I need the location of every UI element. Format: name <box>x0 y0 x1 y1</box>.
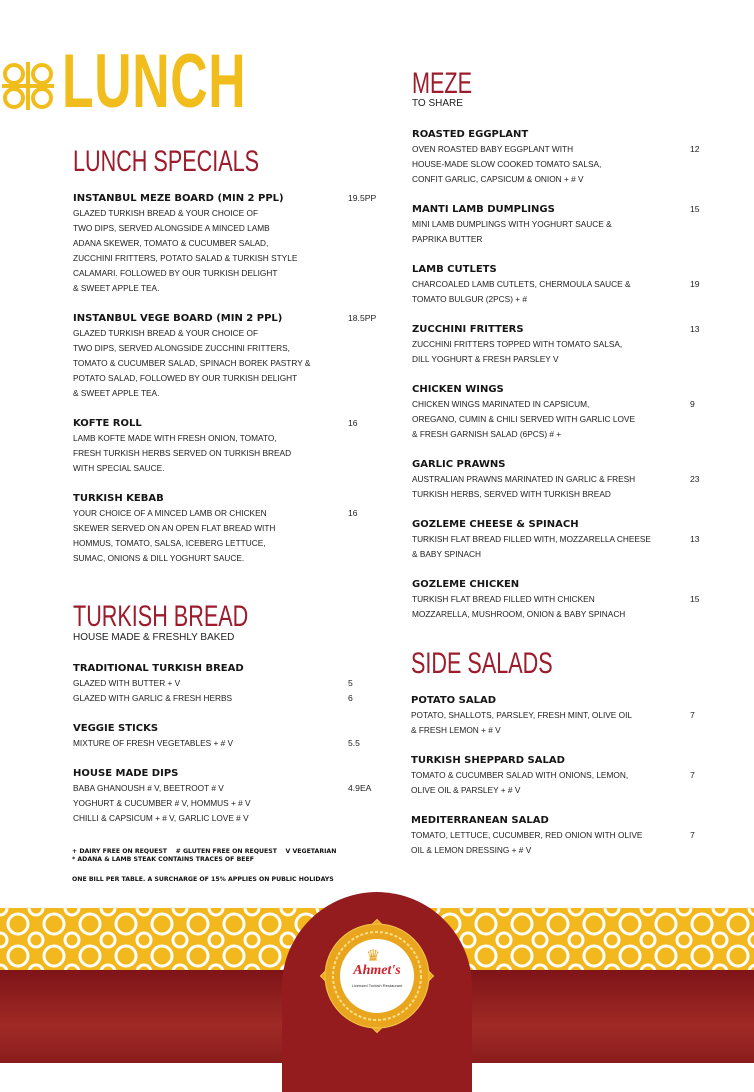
item-name <box>412 382 730 397</box>
item-description-line-text: MINI LAMB DUMPLINGS WITH YOGHURT SAUCE & <box>412 219 612 229</box>
item-description-line-text: TWO DIPS, SERVED ALONGSIDE ZUCCHINI FRITTERS, <box>73 343 290 353</box>
item-name-text: MEDITERRANEAN SALAD <box>411 815 549 826</box>
item-description-line-text: TWO DIPS, SERVED ALONGSIDE A MINCED LAMB <box>73 223 270 233</box>
item-description-line <box>73 326 388 341</box>
item-description-line-text: TOMATO, LETTUCE, CUCUMBER, RED ONION WITH OLIVE <box>411 830 643 840</box>
item-description-line-text: GLAZED TURKISH BREAD & YOUR CHOICE OF <box>73 328 259 338</box>
item-description-line-text: CHILLI & CAPSICUM + # V, GARLIC LOVE # V <box>73 813 249 823</box>
menu-item <box>412 202 730 247</box>
item-description-line <box>411 723 730 738</box>
item-description-line <box>412 487 730 502</box>
item-price: 19 <box>690 279 700 289</box>
item-description-line <box>412 337 730 352</box>
item-description-line-text: POTATO SALAD, FOLLOWED BY OUR TURKISH DELIGHT <box>73 373 298 383</box>
menu-item <box>412 322 730 367</box>
item-description-line-text: CALAMARI. FOLLOWED BY OUR TURKISH DELIGHT <box>73 268 278 278</box>
logo-tagline: Licensed Turkish Restaurant <box>351 983 403 988</box>
item-name <box>412 262 730 277</box>
item-description-line-text: OIL & LEMON DRESSING + # V <box>411 845 532 855</box>
menu-item <box>73 766 388 826</box>
menu-item <box>73 661 388 706</box>
item-description-line <box>73 691 388 706</box>
item-description-line <box>412 352 730 367</box>
item-description-line-text: & FRESH LEMON + # V <box>411 725 501 735</box>
item-description-line <box>412 412 730 427</box>
item-description-line-text: ZUCCHINI FRITTERS TOPPED WITH TOMATO SALSA, <box>412 339 623 349</box>
item-description-line-text: MOZZARELLA, MUSHROOM, ONION & BABY SPINACH <box>412 609 626 619</box>
item-name <box>73 311 388 326</box>
item-name <box>412 202 730 217</box>
item-description-line <box>73 811 388 826</box>
item-name <box>73 491 388 506</box>
item-name-text: VEGGIE STICKS <box>73 723 159 734</box>
surcharge-note: ONE BILL PER TABLE. A SURCHARGE OF 15% APPLIES ON PUBLIC HOLIDAYS <box>72 876 334 883</box>
item-description-line-text: YOGHURT & CUCUMBER # V, HOMMUS + # V <box>73 798 251 808</box>
menu-item <box>73 311 388 401</box>
item-description-line <box>411 783 730 798</box>
item-description-line-text: GLAZED TURKISH BREAD & YOUR CHOICE OF <box>73 208 259 218</box>
item-description-line-text: ZUCCHINI FRITTERS, POTATO SALAD & TURKISH STYLE <box>73 253 298 263</box>
item-description-line <box>412 217 730 232</box>
item-description-line <box>73 356 388 371</box>
item-price: 13 <box>690 324 700 334</box>
ornament-icon <box>0 60 56 112</box>
item-description-line-text: OLIVE OIL & PARSLEY + # V <box>411 785 521 795</box>
item-name <box>73 766 388 781</box>
item-description-line-text: TURKISH HERBS, SERVED WITH TURKISH BREAD <box>412 489 611 499</box>
item-name <box>73 721 388 736</box>
item-description-line-text: & FRESH GARNISH SALAD (6PCS) # + <box>412 429 562 439</box>
item-price: 5.5 <box>348 738 360 748</box>
item-price: 5 <box>348 678 353 688</box>
menu-item <box>411 753 730 798</box>
item-description-line <box>73 341 388 356</box>
item-description-line <box>412 142 730 157</box>
item-description-line <box>73 676 388 691</box>
item-description-line <box>73 236 388 251</box>
menu-item <box>412 262 730 307</box>
item-name-text: HOUSE MADE DIPS <box>73 768 179 779</box>
item-description-line <box>412 157 730 172</box>
logo-name: Ahmet's <box>353 963 401 978</box>
item-name-text: GOZLEME CHEESE & SPINACH <box>412 519 579 530</box>
item-price: 18.5PP <box>348 313 377 323</box>
item-name-text: INSTANBUL MEZE BOARD (MIN 2 PPL) <box>73 193 284 204</box>
menu-item <box>411 693 730 738</box>
item-description-line <box>412 607 730 622</box>
item-description-line <box>73 536 388 551</box>
item-name-text: GOZLEME CHICKEN <box>412 579 520 590</box>
item-description-line <box>411 708 730 723</box>
item-name-text: ROASTED EGGPLANT <box>412 129 529 140</box>
item-description-line <box>73 521 388 536</box>
meze-heading: MEZE <box>412 67 473 100</box>
item-description-line <box>73 386 388 401</box>
item-name-text: TRADITIONAL TURKISH BREAD <box>73 663 244 674</box>
page-title: LUNCH <box>62 39 247 124</box>
item-name-text: TURKISH KEBAB <box>73 493 164 504</box>
item-description-line-text: WITH SPECIAL SAUCE. <box>73 463 165 473</box>
item-description-line <box>73 736 388 751</box>
item-description-line-text: AUSTRALIAN PRAWNS MARINATED IN GARLIC & FRESH <box>412 474 636 484</box>
menu-item <box>412 517 730 562</box>
item-description-line <box>73 446 388 461</box>
item-name <box>73 416 388 431</box>
item-name <box>73 661 388 676</box>
turkish-bread-subheading: HOUSE MADE & FRESHLY BAKED <box>73 632 235 643</box>
item-description-line <box>412 232 730 247</box>
item-description-line-text: HOMMUS, TOMATO, SALSA, ICEBERG LETTUCE, <box>73 538 266 548</box>
item-description-line <box>73 431 388 446</box>
item-price: 16 <box>348 418 358 428</box>
menu-item <box>412 457 730 502</box>
item-name <box>411 693 730 708</box>
item-name-text: LAMB CUTLETS <box>412 264 497 275</box>
item-description-line-text: PAPRIKA BUTTER <box>412 234 483 244</box>
item-description-line <box>73 371 388 386</box>
item-price: 7 <box>690 710 695 720</box>
item-price: 19.5PP <box>348 193 377 203</box>
item-name-text: KOFTE ROLL <box>73 418 142 429</box>
item-description-line <box>412 292 730 307</box>
menu-item <box>411 813 730 858</box>
item-price: 15 <box>690 594 700 604</box>
menu-item <box>73 191 388 296</box>
item-description-line-text: OREGANO, CUMIN & CHILI SERVED WITH GARLIC LOVE <box>412 414 635 424</box>
item-price: 12 <box>690 144 700 154</box>
item-description-line-text: ADANA SKEWER, TOMATO & CUCUMBER SALAD, <box>73 238 269 248</box>
item-description-line <box>73 281 388 296</box>
item-description-line-text: SKEWER SERVED ON AN OPEN FLAT BREAD WITH <box>73 523 276 533</box>
menu-item <box>412 127 730 187</box>
lunch-specials-heading: LUNCH SPECIALS <box>73 145 260 178</box>
item-name-text: POTATO SALAD <box>411 695 496 706</box>
menu-item <box>73 721 388 751</box>
item-description-line <box>411 843 730 858</box>
item-description-line-text: SUMAC, ONIONS & DILL YOGHURT SAUCE. <box>73 553 245 563</box>
item-name-text: GARLIC PRAWNS <box>412 459 506 470</box>
item-description-line-text: DILL YOGHURT & FRESH PARSLEY V <box>412 354 559 364</box>
item-description-line-text: TURKISH FLAT BREAD FILLED WITH CHICKEN <box>412 594 595 604</box>
item-description-line <box>411 768 730 783</box>
item-name <box>412 577 730 592</box>
crown-icon: ♛ <box>366 948 381 965</box>
item-description-line-text: POTATO, SHALLOTS, PARSLEY, FRESH MINT, OLIVE OIL <box>411 710 633 720</box>
item-description-line <box>412 592 730 607</box>
item-description-line-text: GLAZED WITH BUTTER + V <box>73 678 181 688</box>
item-description-line <box>412 172 730 187</box>
item-price: 13 <box>690 534 700 544</box>
menu-item <box>412 577 730 622</box>
item-name <box>412 322 730 337</box>
item-description-line <box>73 266 388 281</box>
item-description-line-text: TURKISH FLAT BREAD FILLED WITH, MOZZARELLA CHEESE <box>412 534 651 544</box>
item-name-text: INSTANBUL VEGE BOARD (MIN 2 PPL) <box>73 313 283 324</box>
item-name-text: CHICKEN WINGS <box>412 384 504 395</box>
beef-note: * ADANA & LAMB STEAK CONTAINS TRACES OF BEEF <box>72 856 254 863</box>
item-description-line <box>73 206 388 221</box>
item-description-line <box>412 547 730 562</box>
side-salads-heading: SIDE SALADS <box>411 647 553 680</box>
item-description-line <box>412 397 730 412</box>
item-description-line-text: OVEN ROASTED BABY EGGPLANT WITH <box>412 144 574 154</box>
item-name <box>412 127 730 142</box>
item-price: 23 <box>690 474 700 484</box>
item-description-line <box>73 461 388 476</box>
item-description-line-text: & SWEET APPLE TEA. <box>73 388 160 398</box>
item-price: 16 <box>348 508 358 518</box>
item-description-line-text: CHARCOALED LAMB CUTLETS, CHERMOULA SAUCE & <box>412 279 631 289</box>
item-name <box>411 753 730 768</box>
dietary-legend: + DAIRY FREE ON REQUEST # GLUTEN FREE ON REQUEST V VEGETARIAN <box>72 848 337 855</box>
item-price: 9 <box>690 399 695 409</box>
item-description-line <box>73 551 388 566</box>
item-description-line-text: & BABY SPINACH <box>412 549 482 559</box>
item-description-line <box>412 472 730 487</box>
item-description-line <box>411 828 730 843</box>
meze-subheading: TO SHARE <box>412 98 463 109</box>
item-description-line <box>73 796 388 811</box>
item-description-line-text: GLAZED WITH GARLIC & FRESH HERBS <box>73 693 233 703</box>
item-name-text: MANTI LAMB DUMPLINGS <box>412 204 555 215</box>
item-price: 6 <box>348 693 353 703</box>
item-price: 7 <box>690 770 695 780</box>
turkish-bread-heading: TURKISH BREAD <box>73 600 249 633</box>
item-description-line-text: MIXTURE OF FRESH VEGETABLES + # V <box>73 738 234 748</box>
item-description-line <box>73 251 388 266</box>
item-name-text: ZUCCHINI FRITTERS <box>412 324 524 335</box>
item-description-line-text: LAMB KOFTE MADE WITH FRESH ONION, TOMATO, <box>73 433 277 443</box>
item-name <box>73 191 388 206</box>
item-description-line <box>412 277 730 292</box>
menu-item <box>73 416 388 476</box>
item-price: 7 <box>690 830 695 840</box>
item-description-line <box>412 427 730 442</box>
item-description-line-text: TOMATO & CUCUMBER SALAD, SPINACH BOREK PASTRY & <box>73 358 311 368</box>
item-description-line-text: CHICKEN WINGS MARINATED IN CAPSICUM, <box>412 399 590 409</box>
item-description-line-text: CONFIT GARLIC, CAPSICUM & ONION + # V <box>412 174 584 184</box>
item-description-line-text: TOMATO BULGUR (2PCS) + # <box>412 294 528 304</box>
menu-item <box>73 491 388 566</box>
item-price: 15 <box>690 204 700 214</box>
item-name <box>412 457 730 472</box>
item-description-line-text: HOUSE-MADE SLOW COOKED TOMATO SALSA, <box>412 159 602 169</box>
item-name-text: TURKISH SHEPPARD SALAD <box>411 755 565 766</box>
item-description-line <box>412 532 730 547</box>
item-price: 4.9EA <box>348 783 372 793</box>
item-description-line <box>73 506 388 521</box>
item-name <box>411 813 730 828</box>
item-description-line-text: FRESH TURKISH HERBS SERVED ON TURKISH BREAD <box>73 448 292 458</box>
item-description-line-text: & SWEET APPLE TEA. <box>73 283 160 293</box>
menu-item <box>412 382 730 442</box>
item-description-line <box>73 781 388 796</box>
item-description-line-text: BABA GHANOUSH # V, BEETROOT # V <box>73 783 224 793</box>
item-description-line-text: TOMATO & CUCUMBER SALAD WITH ONIONS, LEMON, <box>411 770 629 780</box>
item-name <box>412 517 730 532</box>
item-description-line-text: YOUR CHOICE OF A MINCED LAMB OR CHICKEN <box>73 508 267 518</box>
item-description-line <box>73 221 388 236</box>
